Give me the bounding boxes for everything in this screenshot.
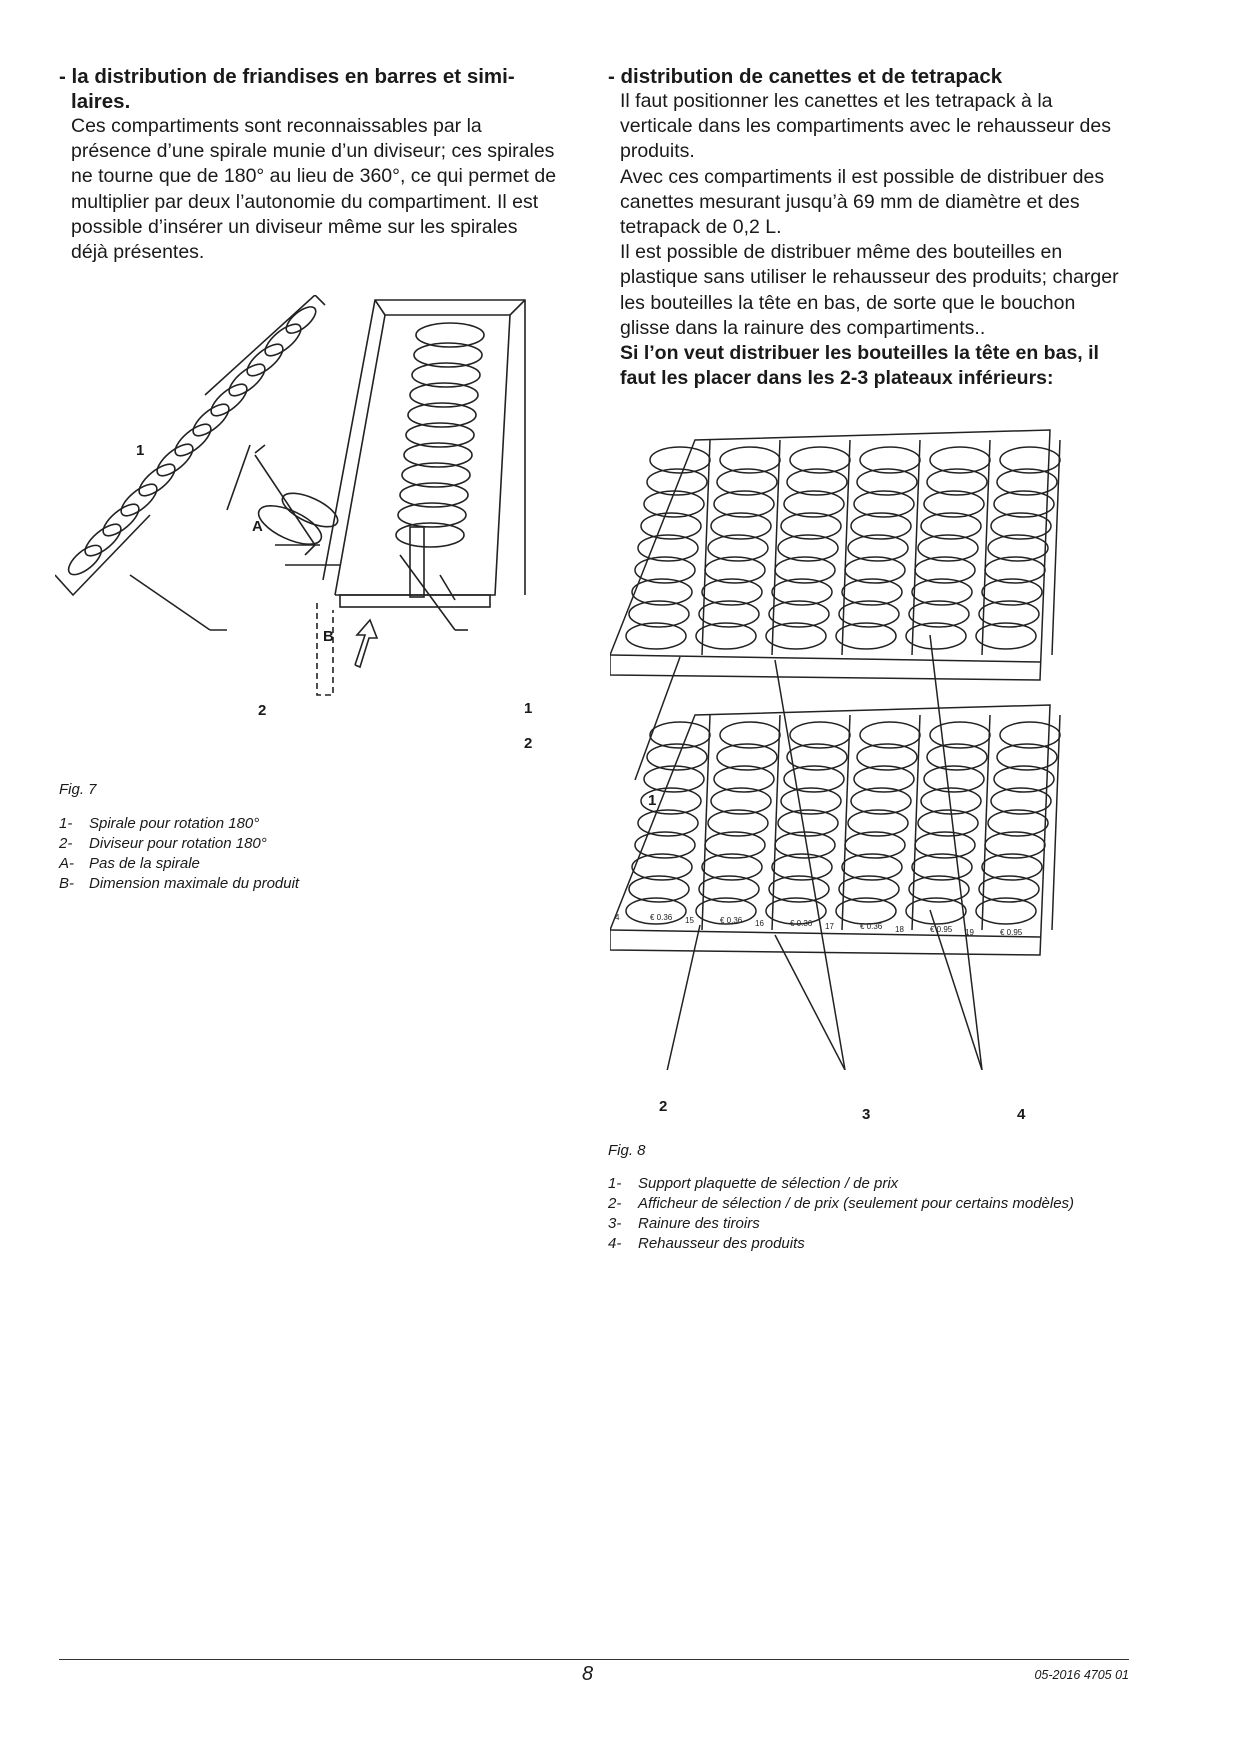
figure-8-drawing bbox=[610, 420, 1110, 1070]
legend-item: 1- Support plaquette de sélection / de prix bbox=[608, 1175, 899, 1192]
tray-illustration bbox=[317, 300, 525, 695]
price-label: € 0.95 bbox=[1000, 928, 1023, 937]
fig8-callout-3: 3 bbox=[862, 1106, 871, 1123]
price-label: 17 bbox=[825, 922, 834, 931]
figure-7-caption: Fig. 7 bbox=[59, 781, 97, 798]
fig7-callout-b: B bbox=[323, 628, 334, 645]
left-column bbox=[59, 64, 559, 265]
paragraph-cans-position: Il faut positionner les canettes et les tetrapack à la verticale dans les compartiments avec le rehausseur des produits. bbox=[620, 90, 1111, 163]
price-label: 4 bbox=[615, 913, 620, 922]
figure-7-drawing bbox=[55, 295, 595, 785]
paragraph-bottles: Il est possible de distribuer même des bouteilles en plastique sans utiliser le rehausseur des produits; charger les bouteilles la tête en bas, de sorte que le bouchon glisse dans la rainure des compartiments.. bbox=[620, 241, 1119, 339]
price-label: € 0.36 bbox=[860, 922, 883, 931]
legend-item: 4- Rehausseur des produits bbox=[608, 1235, 805, 1252]
price-label: 16 bbox=[755, 919, 764, 928]
price-label: € 0.36 bbox=[720, 916, 743, 925]
divider-illustration bbox=[227, 445, 342, 565]
legend-item: 3- Rainure des tiroirs bbox=[608, 1215, 760, 1232]
fig7-callout-2-left: 2 bbox=[258, 702, 267, 719]
page-number: 8 bbox=[582, 1663, 594, 1685]
fig7-callout-1-tray: 1 bbox=[524, 700, 533, 717]
price-label: € 0.95 bbox=[930, 925, 953, 934]
right-column bbox=[608, 64, 1128, 391]
section-heading-cans: - distribution de canettes et de tetrapack bbox=[608, 65, 1003, 88]
legend-item: 2- Diviseur pour rotation 180° bbox=[59, 835, 267, 852]
document-code: 05-2016 4705 01 bbox=[1034, 1668, 1129, 1682]
price-label: 19 bbox=[965, 928, 974, 937]
legend-item: B- Dimension maximale du produit bbox=[59, 875, 300, 892]
figure-8-caption: Fig. 8 bbox=[608, 1142, 646, 1159]
fig8-callout-2: 2 bbox=[659, 1098, 668, 1115]
figure-7-legend bbox=[59, 814, 529, 894]
legend-item: 2- Afficheur de sélection / de prix (seulement pour certains modèles) bbox=[608, 1195, 1075, 1212]
fig8-callout-1: 1 bbox=[648, 792, 657, 809]
price-label: 15 bbox=[685, 916, 694, 925]
section-heading-bars: - la distribution de friandises en barres et simi-laires. bbox=[59, 65, 515, 113]
fig7-callout-1: 1 bbox=[136, 442, 145, 459]
price-label: € 0.36 bbox=[650, 913, 673, 922]
footer-divider bbox=[59, 1659, 1129, 1660]
fig7-callout-a: A bbox=[252, 518, 263, 535]
section-body-bars: Ces compartiments sont reconnaissables par la présence d’une spirale munie d’un diviseur; ces spirales ne tourne que de 180° au lieu de 360°, ce qui permet de multiplier par deux l’autonomie du compartiment. Il est possible d’insérer un diviseur même sur les spirales déjà présentes. bbox=[71, 115, 557, 264]
figure-8-legend bbox=[608, 1174, 1078, 1254]
paragraph-cans-size: Avec ces compartiments il est possible de distribuer des canettes mesurant jusqu’à 69 mm de diamètre et des tetrapack de 0,2 L. bbox=[620, 165, 1105, 239]
spiral-coil-illustration bbox=[55, 295, 325, 595]
legend-item: A- Pas de la spirale bbox=[59, 855, 200, 872]
paragraph-bottles-warning: Si l’on veut distribuer les bouteilles la tête en bas, il faut les placer dans les 2-3 plateaux inférieurs: bbox=[620, 342, 1099, 390]
price-label: 18 bbox=[895, 925, 904, 934]
fig7-callout-2-tray: 2 bbox=[524, 735, 533, 752]
price-label: € 0.36 bbox=[790, 919, 813, 928]
legend-item: 1- Spirale pour rotation 180° bbox=[59, 815, 260, 832]
fig8-callout-4: 4 bbox=[1017, 1106, 1026, 1123]
